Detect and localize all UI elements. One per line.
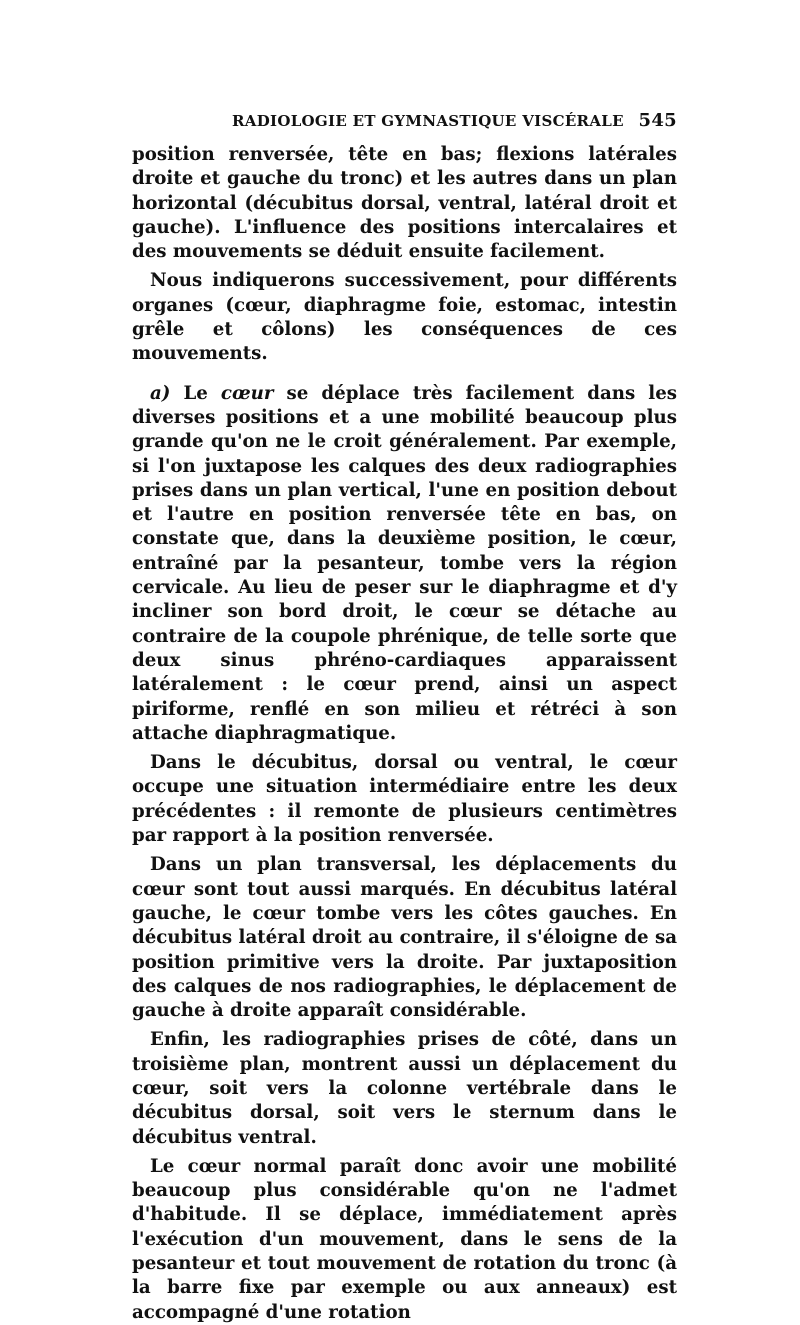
paragraph-continuation: position renversée, tête en bas; flexions latérales droite et gauche du tronc) et les autres dans un plan horizontal (décubitus dorsal, ventral, latéral droit et gauche). L'influence des positions intercalaires et des mouvements se déduit ensuite facilement. xyxy=(132,144,677,263)
running-header xyxy=(132,110,677,131)
paragraph-heart-section xyxy=(132,382,677,746)
paragraph-conclusion: Le cœur normal paraît donc avoir une mobilité beaucoup plus considérable qu'on ne l'admet d'habitude. Il se déplace, immédiatement après l'exécution d'un mouvement, dans le sens de la pesanteur et tout mouvement de rotation du tronc (à la barre fixe par exemple ou aux anneaux) est accompagné d'une rotation xyxy=(132,1155,677,1323)
page-number: 545 xyxy=(638,110,677,131)
section-keyword: cœur xyxy=(220,382,274,404)
section-body: se déplace très facilement dans les diverses positions et a une mobilité beaucoup plus grande qu'on ne le croit généralement. Par exemple, si l'on juxtapose les calques des deux radiographies prises dans un plan vertical, l'une en position debout et l'autre en position renversée tête en bas, on constate que, dans la deuxième position, le cœur, entraîné par la pesanteur, tombe vers la région cervicale. Au lieu de peser sur le diaphragme et d'y incliner son bord droit, le cœur se détache au contraire de la coupole phrénique, de telle sorte que deux sinus phréno-cardiaques apparaissent latéralement : le cœur prend, ainsi un aspect piriforme, renflé en son milieu et rétréci à son attache diaphragmatique. xyxy=(132,382,678,744)
running-title: RADIOLOGIE ET GYMNASTIQUE VISCÉRALE xyxy=(232,112,624,130)
paragraph-lateral: Enfin, les radiographies prises de côté, dans un troisième plan, montrent aussi un déplacement du cœur, soit vers la colonne vertébrale dans le décubitus dorsal, soit vers le sternum dans le décubitus ventral. xyxy=(132,1029,677,1148)
section-label: a) xyxy=(150,382,171,404)
section-lead: Le xyxy=(170,382,221,404)
book-page xyxy=(132,110,677,1325)
paragraph-decubitus: Dans le décubitus, dorsal ou ventral, le cœur occupe une situation intermédiaire entre les deux précédentes : il remonte de plusieurs centimètres par rapport à la position renversée. xyxy=(132,752,677,847)
paragraph-transversal: Dans un plan transversal, les déplacements du cœur sont tout aussi marqués. En décubitus latéral gauche, le cœur tombe vers les côtes gauches. En décubitus latéral droit au contraire, il s'éloigne de sa position primitive vers la droite. Par juxtaposition des calques de nos radiographies, le déplacement de gauche à droite apparaît considérable. xyxy=(132,854,677,1022)
paragraph-intro: Nous indiquerons successivement, pour différents organes (cœur, diaphragme foie, estomac, intestin grêle et côlons) les conséquences de ces mouvements. xyxy=(132,270,677,365)
